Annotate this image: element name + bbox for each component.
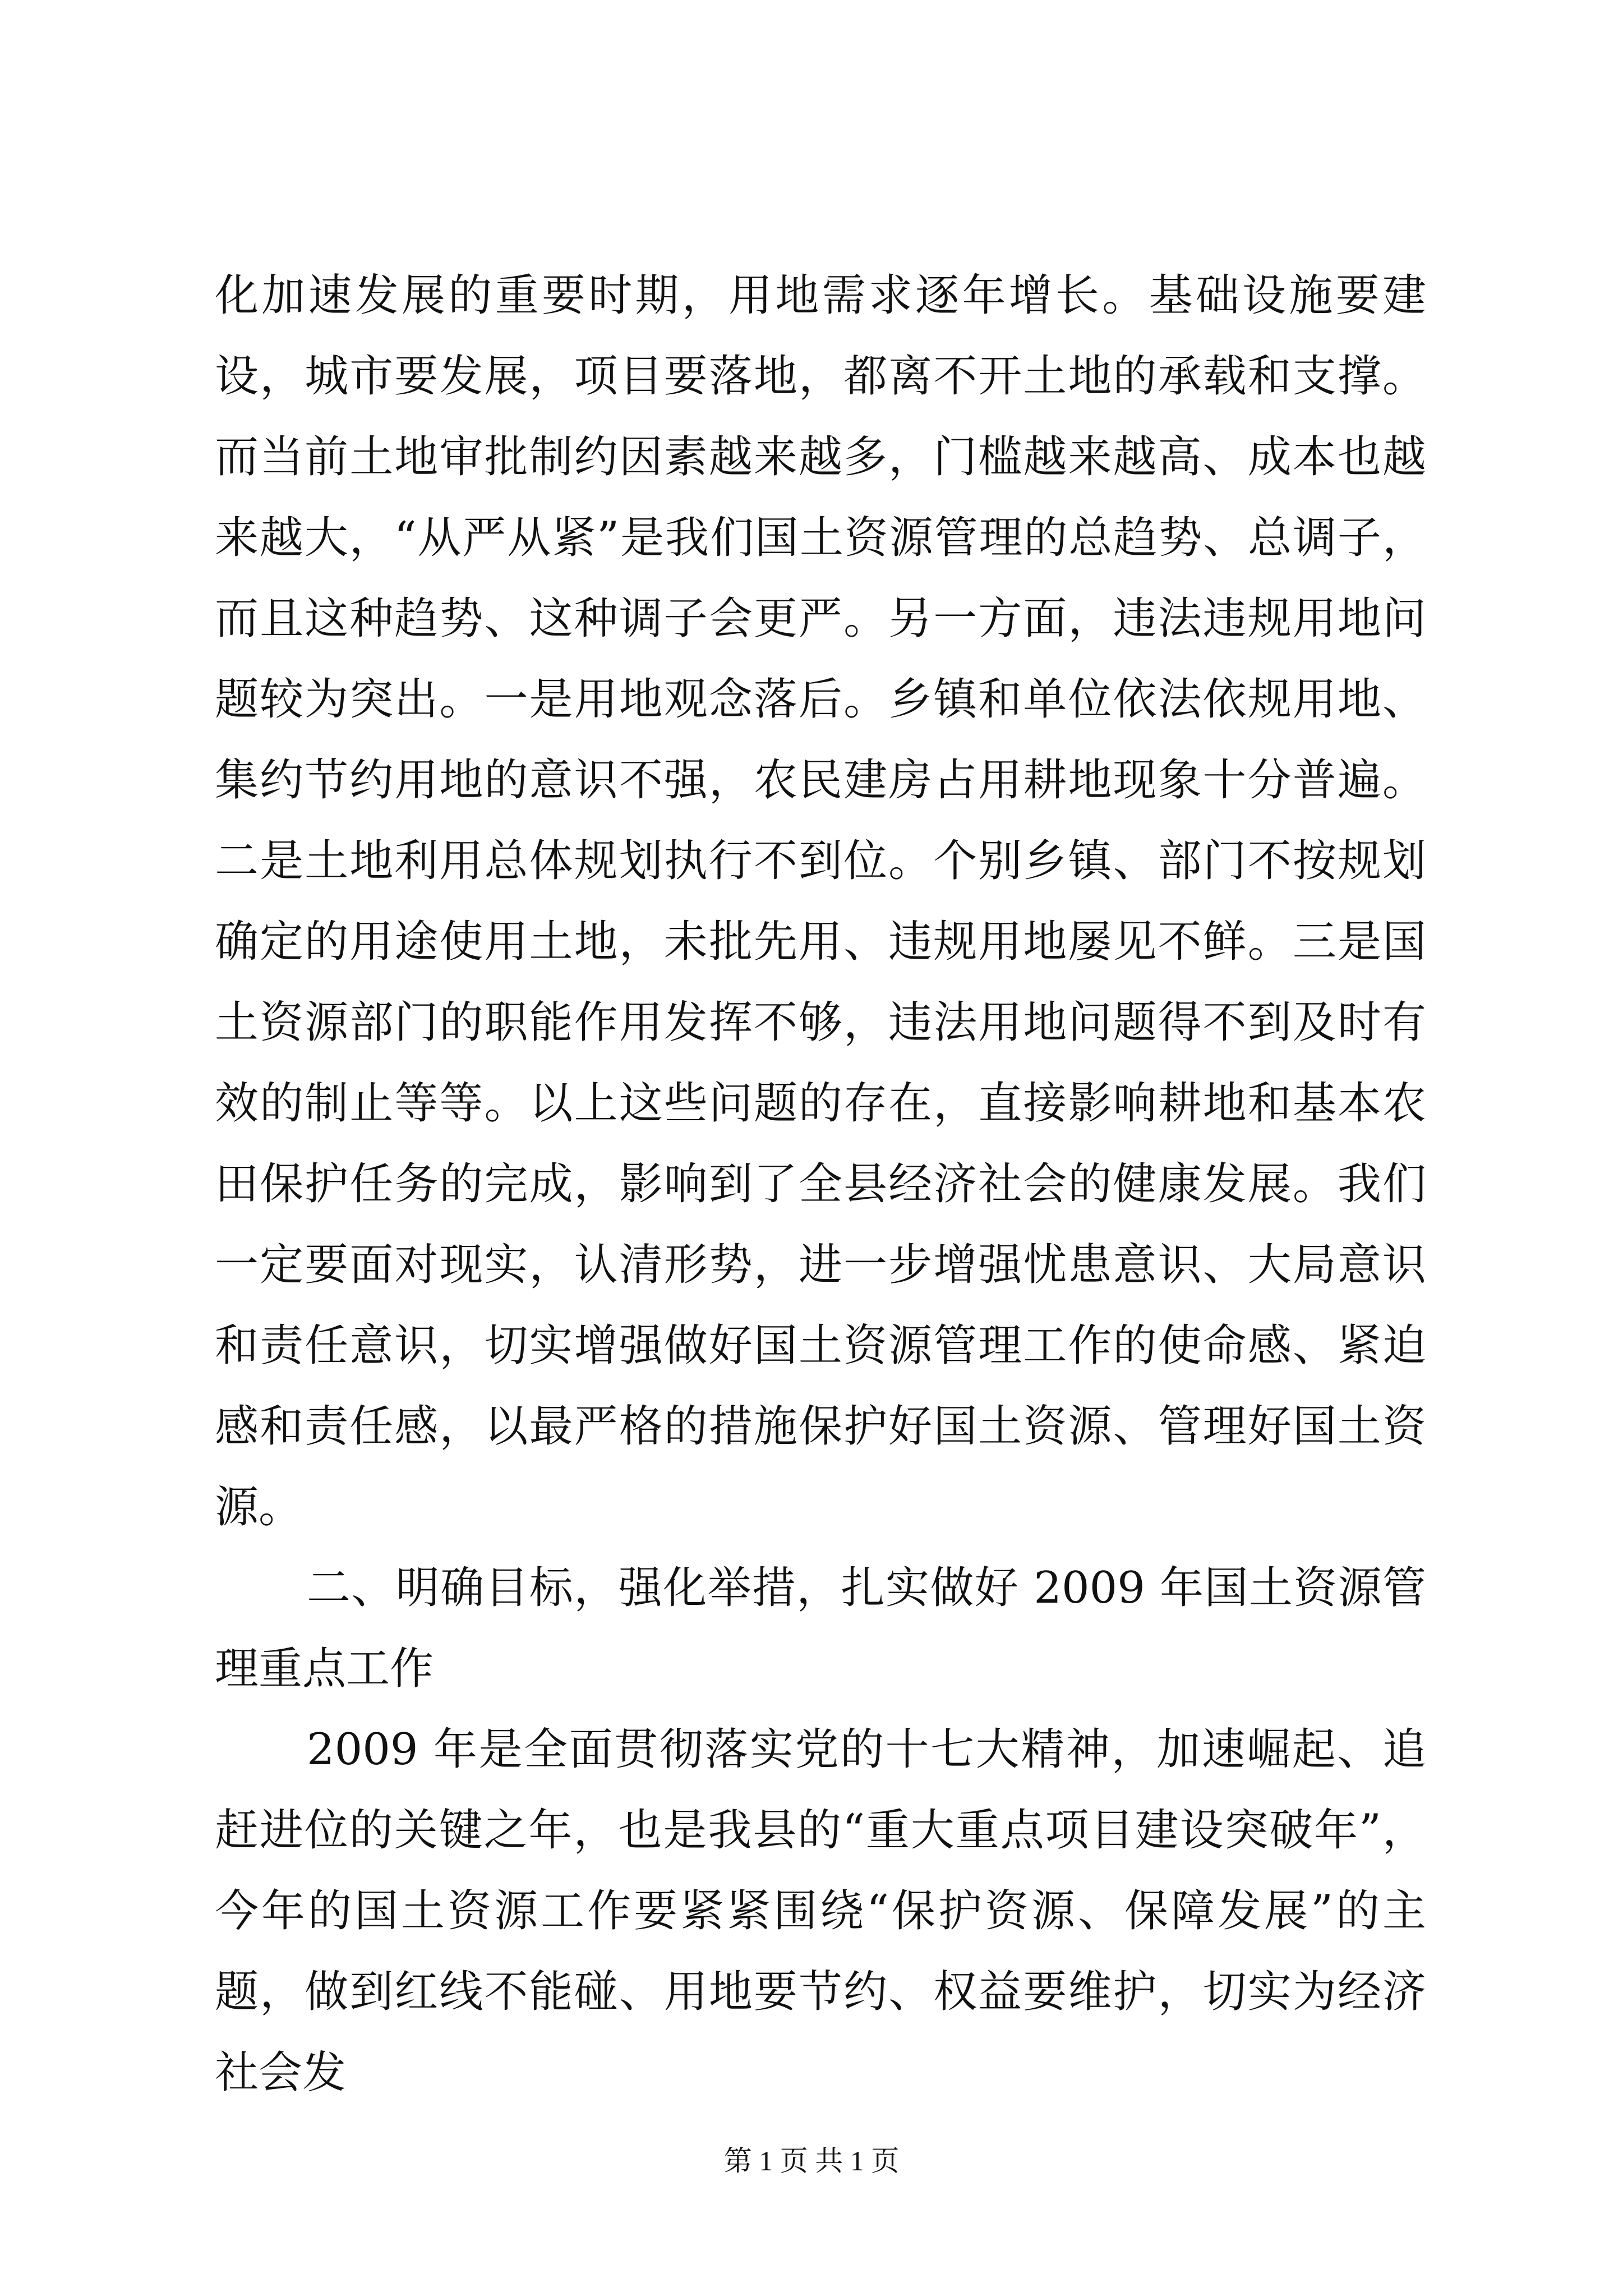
paragraph-1: 化加速发展的重要时期，用地需求逐年增长。基础设施要建设，城市要发展，项目要落地，都离不开土地的承载和支撑。而当前土地审批制约因素越来越多，门槛越来越高、成本也越来越大，“从严从紧”是我们国土资源管理的总趋势、总调子，而且这种趋势、这种调子会更严。另一方面，违法违规用地问题较为突出。一是用地观念落后。乡镇和单位依法依规用地、集约节约用地的意识不强，农民建房占用耕地现象十分普遍。二是土地利用总体规划执行不到位。个别乡镇、部门不按规划确定的用途使用土地，未批先用、违规用地屡见不鲜。三是国土资源部门的职能作用发挥不够，违法用地问题得不到及时有效的制止等等。以上这些问题的存在，直接影响耕地和基本农田保护任务的完成，影响到了全县经济社会的健康发展。我们一定要面对现实，认清形势，进一步增强忧患意识、大局意识和责任意识，切实增强做好国土资源管理工作的使命感、紧迫感和责任感，以最严格的措施保护好国土资源、管理好国土资源。 — [215, 270, 1426, 1533]
page-footer: 第 1 页 共 1 页 — [723, 2145, 900, 2177]
document-body — [215, 255, 1426, 2113]
section-heading-2: 二、明确目标，强化举措，扎实做好 2009 年国土资源管理重点工作 — [215, 1563, 1426, 1694]
paragraph-3: 2009 年是全面贯彻落实党的十七大精神，加速崛起、追赶进位的关键之年，也是我县的“重大重点项目建设突破年”，今年的国土资源工作要紧紧围绕“保护资源、保障发展”的主题，做到红线不能碰、用地要节约、权益要维护，切实为经济社会发 — [215, 1724, 1426, 2098]
